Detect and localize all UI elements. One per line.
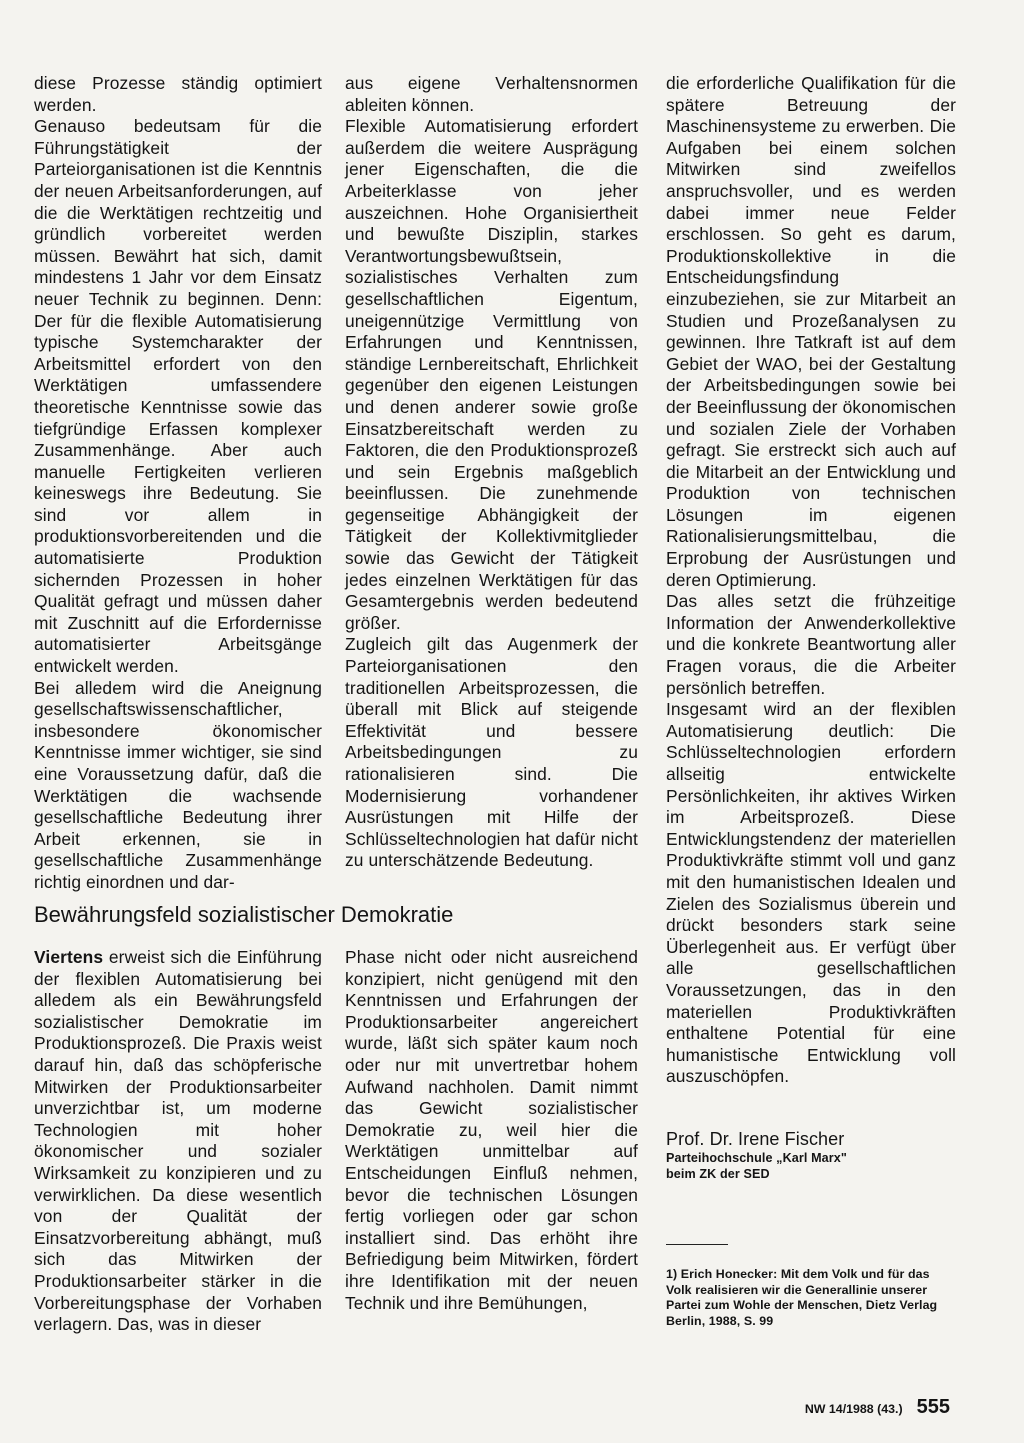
column-middle-top — [345, 73, 638, 872]
paragraph: aus eigene Verhaltensnormen ableiten können. — [345, 73, 638, 115]
column-right — [666, 73, 956, 1329]
paragraph: Flexible Automatisierung erfordert außerdem die weitere Ausprägung jener Eigenschaften, die die Arbeiterklasse von jeher auszeichnen. Hohe Organisiertheit und bewußte Disziplin, starkes Verantwortungsbewußtsein, sozialistisches Verhalten zum gesellschaftlichen Eigentum, uneigennützige Vermittlung von Erfahrungen und Kenntnissen, ständige Lernbereitschaft, Ehrlichkeit gegenüber den eigenen Leistungen und denen anderer sowie große Einsatzbereitschaft werden zu Faktoren, die den Produktionsprozeß und sein Ergebnis maßgeblich beeinflussen. Die zunehmende gegenseitige Abhängigkeit der Tätigkeit der Kollektivmitglieder sowie das Gewicht der Tätigkeit jedes einzelnen Werktätigen für das Gesamtergebnis werden bedeutend größer. — [345, 116, 638, 633]
paragraph: Insgesamt wird an der flexiblen Automatisierung deutlich: Die Schlüsseltechnologien erfordern allseitig entwickelte Persönlichkeiten, ihr aktives Wirken im Arbeitsprozeß. Diese Entwicklungstendenz der materiellen Produktivkräfte stimmt voll und ganz mit den humanistischen Idealen und Zielen des Sozialismus überein und drückt besonders stark seine Überlegenheit aus. Er verfügt über alle gesellschaftlichen Voraussetzungen, das in den materiellen Produktivkräften enthaltene Potential für eine humanistische Entwicklung voll auszuschöpfen. — [666, 699, 956, 1087]
page-number: 555 — [916, 1396, 950, 1418]
signature-block — [666, 1128, 956, 1182]
page-footer — [800, 1396, 950, 1419]
issue-label: NW 14/1988 (43.) — [804, 1402, 903, 1416]
footnote: 1) Erich Honecker: Mit dem Volk und für das Volk realisieren wir die Generallinie unserer Partei zum Wohle der Menschen, Dietz Verlag Berlin, 1988, S. 99 — [666, 1266, 938, 1328]
author-name: Prof. Dr. Irene Fischer — [666, 1128, 845, 1149]
paragraph: Phase nicht oder nicht ausreichend konzipiert, nicht genügend mit den Kenntnissen und Erfahrungen der Produktionsarbeiter angereichert wurde, läßt sich später kaum noch oder nur mit unvertretbar hohem Aufwand nachholen. Damit nimmt das Gewicht sozialistischer Demokratie zu, weil hier die Werktätigen unmittelbar auf Entscheidungen Einfluß nehmen, bevor die technischen Lösungen fertig vorliegen oder gar schon installiert sind. Das erhöht ihre Befriedigung beim Mitwirken, fördert ihre Identifikation mit der neuen Technik und ihre Bemühungen, — [345, 947, 638, 1313]
column-left-bottom — [34, 947, 322, 1336]
footnote-divider — [666, 1244, 728, 1245]
paragraph: Zugleich gilt das Augenmerk der Parteiorganisationen den traditionellen Arbeitsprozessen, die überall mit Blick auf steigende Effektivität und bessere Arbeitsbedingungen zu rationalisieren sind. Die Modernisierung vorhandener Ausrüstungen mit Hilfe der Schlüsseltechnologien hat dafür nicht zu unterschätzende Bedeutung. — [345, 634, 638, 871]
paragraph — [34, 947, 322, 1336]
column-middle-bottom — [345, 947, 638, 1314]
section-heading: Bewährungsfeld sozialistischer Demokratie — [34, 902, 454, 927]
paragraph-text: erweist sich die Einführung der flexiblen Automatisierung bei alledem als ein Bewährungsfeld sozialistischer Demokratie im Produktionsprozeß. Die Praxis weist darauf hin, daß das schöpferische Mitwirken der Produktionsarbeiter unverzichtbar ist, um moderne Technologien mit hoher ökonomischer und sozialer Wirksamkeit zu konzipieren und zu verwirklichen. Da diese wesentlich von der Qualität der Einsatzvorbereitung abhängt, muß sich das Mitwirken der Produktionsarbeiter stärker in die Vorbereitungsphase der Vorhaben verlagern. Das, was in dieser — [34, 947, 322, 1335]
author-institution-sub: beim ZK der SED — [666, 1166, 770, 1181]
paragraph: die erforderliche Qualifikation für die spätere Betreuung der Maschinensysteme zu erwerben. Die Aufgaben bei einem solchen Mitwirken sind zweifellos anspruchsvoller, und es werden dabei immer neue Felder erschlossen. So geht es darum, Produktionskollektive in die Entscheidungsfindung einzubeziehen, sie zur Mitarbeit an Studien und Prozeßanalysen zu gewinnen. Ihre Tatkraft ist auf dem Gebiet der WAO, bei der Gestaltung der Arbeitsbedingungen sowie bei der Beeinflussung der ökonomischen und sozialen Ziele der Vorhaben gefragt. Sie erstreckt sich auch auf die Mitarbeit an der Entwicklung und Produktion von technischen Lösungen im eigenen Rationalisierungsmittelbau, die Erprobung der Ausrüstungen und deren Optimierung. — [666, 73, 956, 590]
paragraph: Genauso bedeutsam für die Führungstätigkeit der Parteiorganisationen ist die Kenntnis der neuen Arbeitsanforderungen, auf die die Werktätigen rechtzeitig und gründlich vorbereitet werden müssen. Bewährt hat sich, damit mindestens 1 Jahr vor dem Einsatz neuer Technik zu beginnen. Denn: Der für die flexible Automatisierung typische Systemcharakter der Arbeitsmittel erfordert von den Werktätigen umfassendere theoretische Kenntnisse sowie das tiefgründige Erfassen komplexer Zusammenhänge. Aber auch manuelle Fertigkeiten verlieren keineswegs ihre Bedeutung. Sie sind vor allem in produktionsvorbereitenden und die automatisierte Produktion sichernden Prozessen in hoher Qualität gefragt und müssen daher mit Zuschnitt auf die Erfordernisse automatisierter Arbeitsgänge entwickelt werden. — [34, 116, 322, 677]
lead-word: Viertens — [34, 947, 104, 967]
paragraph: Das alles setzt die frühzeitige Information der Anwenderkollektive und die konkrete Beantwortung aller Fragen voraus, die die Arbeiter persönlich betreffen. — [666, 591, 956, 698]
author-institution: Parteihochschule „Karl Marx" — [666, 1150, 847, 1165]
column-left-top — [34, 73, 322, 894]
paragraph: diese Prozesse ständig optimiert werden. — [34, 73, 322, 115]
paragraph: Bei alledem wird die Aneignung gesellschaftswissenschaftlicher, insbesondere ökonomischer Kenntnisse immer wichtiger, sie sind eine Voraussetzung dafür, daß die Werktätigen die wachsende gesellschaftliche Bedeutung ihrer Arbeit erkennen, sie in gesellschaftliche Zusammenhänge richtig einordnen und dar- — [34, 677, 322, 892]
